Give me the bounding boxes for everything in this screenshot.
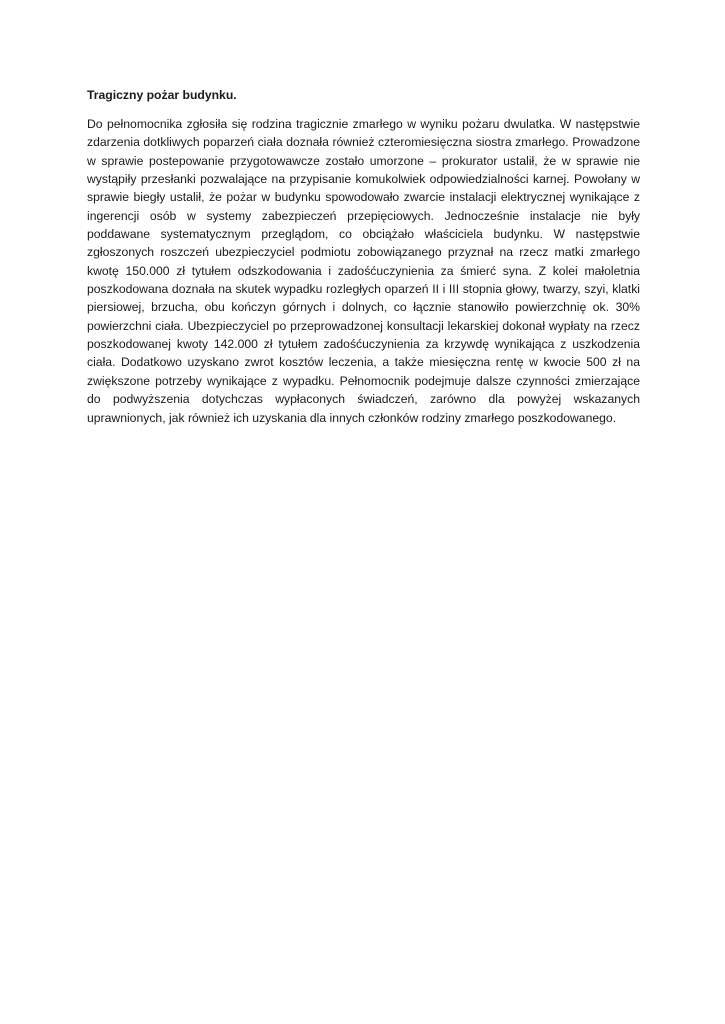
document-title: Tragiczny pożar budynku. (87, 88, 237, 102)
document-content (87, 86, 640, 427)
document-body-paragraph: Do pełnomocnika zgłosiła się rodzina tragicznie zmarłego w wyniku pożaru dwulatka. W następstwie zdarzenia dotkliwych poparzeń ciała doznała również czteromiesięczna siostra zmarłego. Prowadzone w sprawie postepowanie przygotowawcze zostało umorzone – prokurator ustalił, że w sprawie nie wystąpiły przesłanki pozwalające na przypisanie komukolwiek odpowiedzialności karnej. Powołany w sprawie biegły ustalił, że pożar w budynku spowodowało zwarcie instalacji elektrycznej wynikające z ingerencji osób w systemy zabezpieczeń przepięciowych. Jednocześnie instalacje nie były poddawane systematycznym przeglądom, co obciążało właściciela budynku. W następstwie zgłoszonych roszczeń ubezpieczyciel podmiotu zobowiązanego przyznał na rzecz matki zmarłego kwotę 150.000 zł tytułem odszkodowania i zadośćuczynienia za śmierć syna. Z kolei małoletnia poszkodowana doznała na skutek wypadku rozległych oparzeń II i III stopnia głowy, twarzy, szyi, klatki piersiowej, brzucha, obu kończyn górnych i dolnych, co łącznie stanowiło powierzchnię ok. 30% powierzchni ciała. Ubezpieczyciel po przeprowadzonej konsultacji lekarskiej dokonał wypłaty na rzecz poszkodowanej kwoty 142.000 zł tytułem zadośćuczynienia za krzywdę wynikająca z uszkodzenia ciała. Dodatkowo uzyskano zwrot kosztów leczenia, a także miesięczna rentę w kwocie 500 zł na zwiększone potrzeby wynikające z wypadku. Pełnomocnik podejmuje dalsze czynności zmierzające do podwyższenia dotychczas wypłaconych świadczeń, zarówno dla powyżej wskazanych uprawnionych, jak również ich uzyskania dla innych członków rodziny zmarłego poszkodowanego. (87, 117, 640, 425)
